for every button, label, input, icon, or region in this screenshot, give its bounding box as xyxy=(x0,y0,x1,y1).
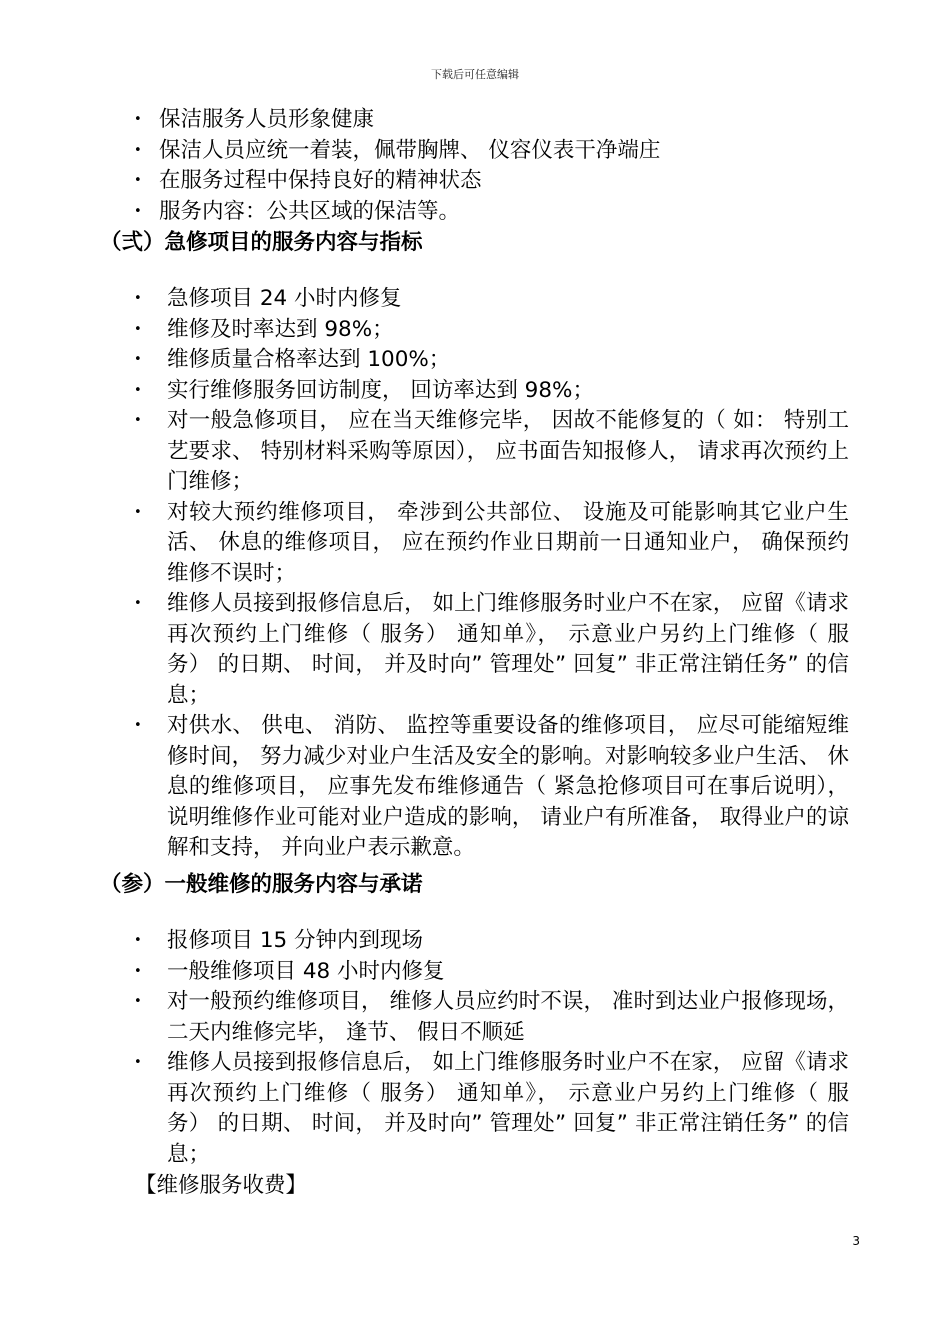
bullet-icon: • xyxy=(134,963,142,979)
bullet-icon: • xyxy=(134,596,142,611)
list-item xyxy=(0,1048,849,1170)
list-item-text: 报修项目 15 分钟内到现场 xyxy=(167,928,424,953)
list-item-text: 服务内容：公共区域的保洁等。 xyxy=(159,198,461,224)
list-item xyxy=(0,987,849,1048)
bullet-icon: • xyxy=(134,203,142,219)
section-3-list xyxy=(0,926,950,1170)
intro-list xyxy=(0,105,950,227)
list-item xyxy=(0,136,719,167)
list-item xyxy=(0,105,719,136)
list-item-text: 对较大预约维修项目， 牵涉到公共部位、 设施及可能影响其它业户生活、 休息的维修项目， 应在预约作业日期前一日通知业户， 确保预约维修不误时； xyxy=(167,499,849,586)
bullet-icon: • xyxy=(134,382,142,398)
bullet-icon: • xyxy=(134,142,142,158)
page-number: 3 xyxy=(852,1234,860,1248)
list-item xyxy=(0,498,849,590)
list-item-text: 一般维修项目 48 小时内修复 xyxy=(167,958,445,984)
list-item xyxy=(0,284,849,315)
bullet-icon: • xyxy=(134,933,142,948)
bullet-icon: • xyxy=(134,321,142,337)
page-header: 下载后可任意编辑 xyxy=(431,68,519,81)
list-item-text: 维修质量合格率达到 100%； xyxy=(167,347,451,372)
bullet-icon: • xyxy=(134,994,142,1009)
section-3 xyxy=(0,926,950,1170)
list-item-text: 在服务过程中保持良好的精神状态 xyxy=(159,168,482,193)
list-item-text: 对供水、 供电、 消防、 监控等重要设备的维修项目， 应尽可能缩短维修时间， 努力减少对业户生活及安全的影响。对影响较多业户生活、 休息的维修项目， 应事先发布维修通告（ 紧急抢修项目可在事后说明）， 说明维修作业可能对业户造成的影响， 请业户有所准备， 取得业户的谅解和支持， 并向业户表示歉意。 xyxy=(167,713,849,860)
list-item-text: 保洁服务人员形象健康 xyxy=(159,107,375,132)
list-item xyxy=(0,406,849,498)
list-item-text: 维修及时率达到 98%； xyxy=(167,316,394,342)
list-item-text: 保洁人员应统一着装，佩带胸牌、 仪容仪表干净端庄 xyxy=(159,137,661,163)
list-item xyxy=(0,589,849,711)
list-item xyxy=(0,166,719,197)
section-2 xyxy=(0,284,950,864)
list-item xyxy=(0,197,719,228)
list-item-text: 对一般预约维修项目， 维修人员应约时不误， 准时到达业户报修现场， 二天内维修完毕， 逢节、 假日不顺延 xyxy=(167,989,849,1045)
bullet-icon: • xyxy=(134,173,142,188)
bullet-icon: • xyxy=(134,504,142,520)
section-heading-2: （弍）急修项目的服务内容与指标 xyxy=(100,230,423,255)
list-item-text: 实行维修服务回访制度， 回访率达到 98%； xyxy=(167,377,594,403)
list-item xyxy=(0,926,849,957)
bullet-icon: • xyxy=(134,1055,142,1070)
list-item-text: 维修人员接到报修信息后， 如上门维修服务时业户不在家， 应留《请求再次预约上门维修（ 服务） 通知单》， 示意业户另约上门维修（ 服务） 的日期、 时间， 并及时向” 管理处” 回复” 非正常注销任务” 的信息； xyxy=(167,1050,849,1167)
bullet-icon: • xyxy=(134,112,142,127)
fee-section-label: 【维修服务收费】 xyxy=(135,1173,308,1198)
bullet-icon: • xyxy=(134,352,142,367)
list-item-text: 对一般急修项目， 应在当天维修完毕， 因故不能修复的（ 如： 特别工艺要求、 特别材料采购等原因）， 应书面告知报修人， 请求再次预约上门维修； xyxy=(167,408,849,494)
list-item xyxy=(0,957,849,988)
list-item-text: 急修项目 24 小时内修复 xyxy=(167,286,402,311)
list-item-text: 维修人员接到报修信息后， 如上门维修服务时业户不在家， 应留《请求再次预约上门维修（ 服务） 通知单》， 示意业户另约上门维修（ 服务） 的日期、 时间， 并及时向” 管理处” 回复” 非正常注销任务” 的信息； xyxy=(167,591,849,708)
bullet-icon: • xyxy=(134,291,142,306)
section-heading-3: （参）一般维修的服务内容与承诺 xyxy=(100,872,423,897)
list-item xyxy=(0,315,849,346)
list-item xyxy=(0,345,849,376)
list-item xyxy=(0,376,849,407)
intro-section xyxy=(0,105,950,227)
bullet-icon: • xyxy=(134,413,142,428)
section-2-list xyxy=(0,284,950,864)
list-item xyxy=(0,711,849,864)
bullet-icon: • xyxy=(134,718,142,733)
